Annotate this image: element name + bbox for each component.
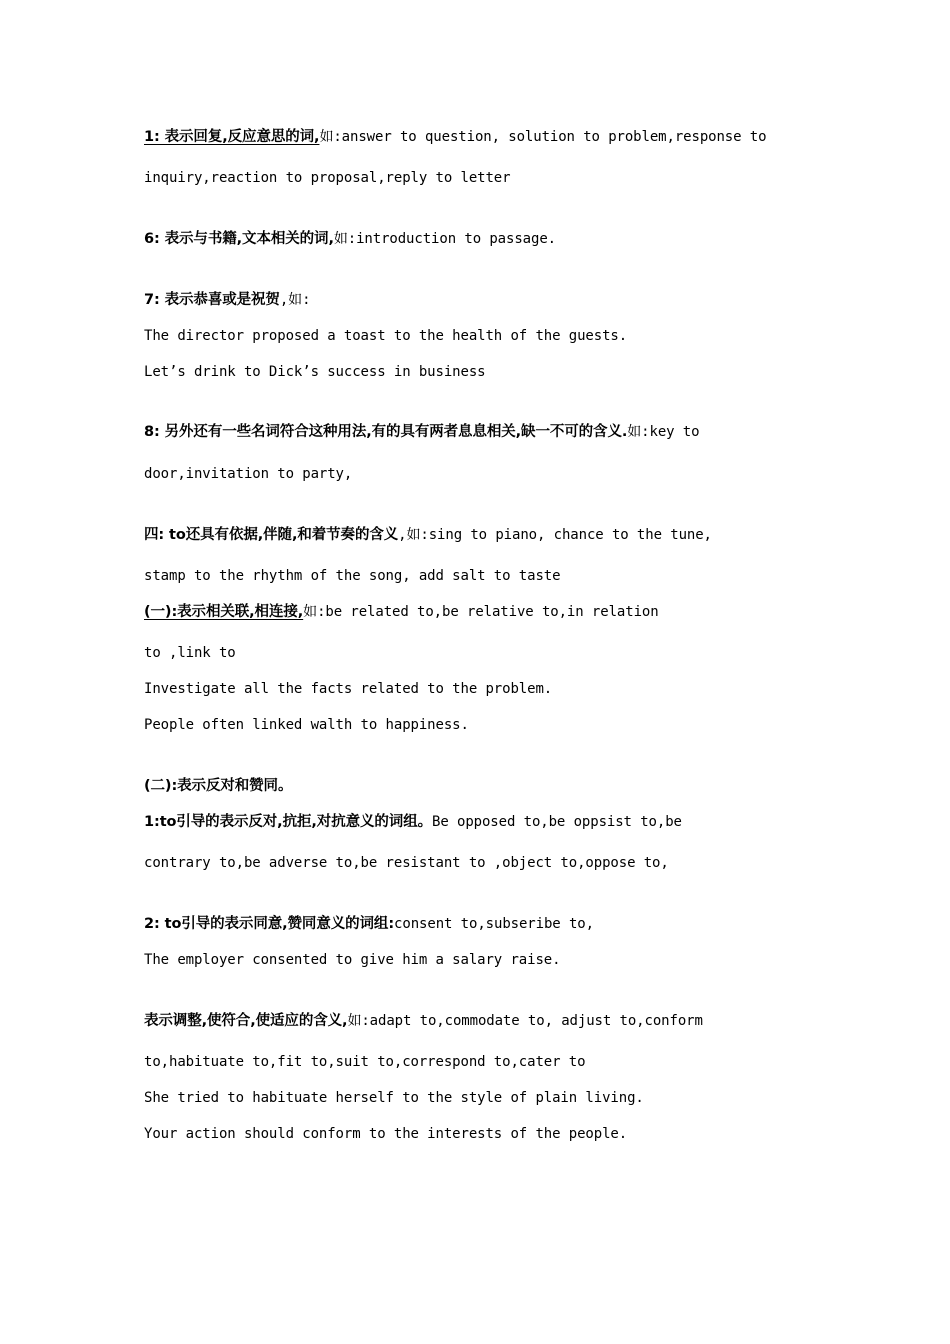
adjust-block-heading: 表示调整,使符合,使适应的含义,	[144, 1013, 348, 1029]
block-7-example-2: Let’s drink to Dick’s success in business	[144, 364, 486, 380]
block-1-line-2: inquiry,reaction to proposal,reply to letter	[144, 170, 511, 186]
block-4-line-2: stamp to the rhythm of the song, add salt to taste	[144, 568, 561, 584]
block-4-text: ,如:sing to piano, chance to the tune,	[398, 527, 712, 543]
block-6-line-1	[144, 229, 824, 249]
adjust-block-line-2: to,habituate to,fit to,suit to,correspond to,cater to	[144, 1054, 586, 1070]
block-8-line-2: door,invitation to party,	[144, 466, 353, 482]
block-7-text: ,如:	[279, 292, 311, 308]
section-2-item-1-text: Be opposed to,be oppsist to,be	[432, 814, 682, 830]
section-2-item-2-text: consent to,subseribe to,	[394, 916, 594, 932]
section-2-item-1-line-1	[144, 812, 824, 832]
section-1-example-2: People often linked walth to happiness.	[144, 717, 469, 733]
section-2-item-1-line-2: contrary to,be adverse to,be resistant to ,object to,oppose to,	[144, 855, 669, 871]
block-4-heading: 四: to还具有依据,伴随,和着节奏的含义	[144, 527, 399, 543]
section-1-example-1: Investigate all the facts related to the problem.	[144, 681, 553, 697]
block-4-line-1	[144, 525, 824, 545]
adjust-block-example-2: Your action should conform to the interests of the people.	[144, 1126, 628, 1142]
adjust-block-example-1: She tried to habituate herself to the style of plain living.	[144, 1090, 644, 1106]
section-2-heading-line	[144, 776, 824, 796]
block-8-line-1	[144, 422, 824, 442]
section-1-heading: (一):表示相关联,相连接,	[144, 604, 304, 620]
section-1-line-1	[144, 602, 824, 622]
section-2-item-2-line-1	[144, 914, 824, 934]
block-6-text: 如:introduction to passage.	[333, 231, 556, 247]
section-2-item-2-heading: 2: to引导的表示同意,赞同意义的词组:	[144, 916, 395, 932]
block-7-example-1: The director proposed a toast to the health of the guests.	[144, 328, 628, 344]
section-2-heading: (二):表示反对和赞同。	[144, 778, 293, 794]
block-7-line-1	[144, 290, 824, 310]
block-8-text: 如:key to	[627, 424, 700, 440]
adjust-block-line-1	[144, 1011, 824, 1031]
block-1-heading: 1: 表示回复,反应意思的词,	[144, 129, 320, 145]
adjust-block-text: 如:adapt to,commodate to, adjust to,conform	[347, 1013, 703, 1029]
block-7-heading: 7: 表示恭喜或是祝贺	[144, 292, 280, 308]
block-8-heading: 8: 另外还有一些名词符合这种用法,有的具有两者息息相关,缺一不可的含义.	[144, 424, 628, 440]
section-1-line-2: to ,link to	[144, 645, 236, 661]
block-6-heading: 6: 表示与书籍,文本相关的词,	[144, 231, 334, 247]
section-2-item-2-example-1: The employer consented to give him a salary raise.	[144, 952, 561, 968]
block-1-text: 如:answer to question, solution to problem,response to	[319, 129, 767, 145]
block-1-line-1	[144, 127, 824, 147]
section-2-item-1-heading: 1:to引导的表示反对,抗拒,对抗意义的词组。	[144, 814, 432, 830]
section-1-text: 如:be related to,be relative to,in relation	[303, 604, 659, 620]
